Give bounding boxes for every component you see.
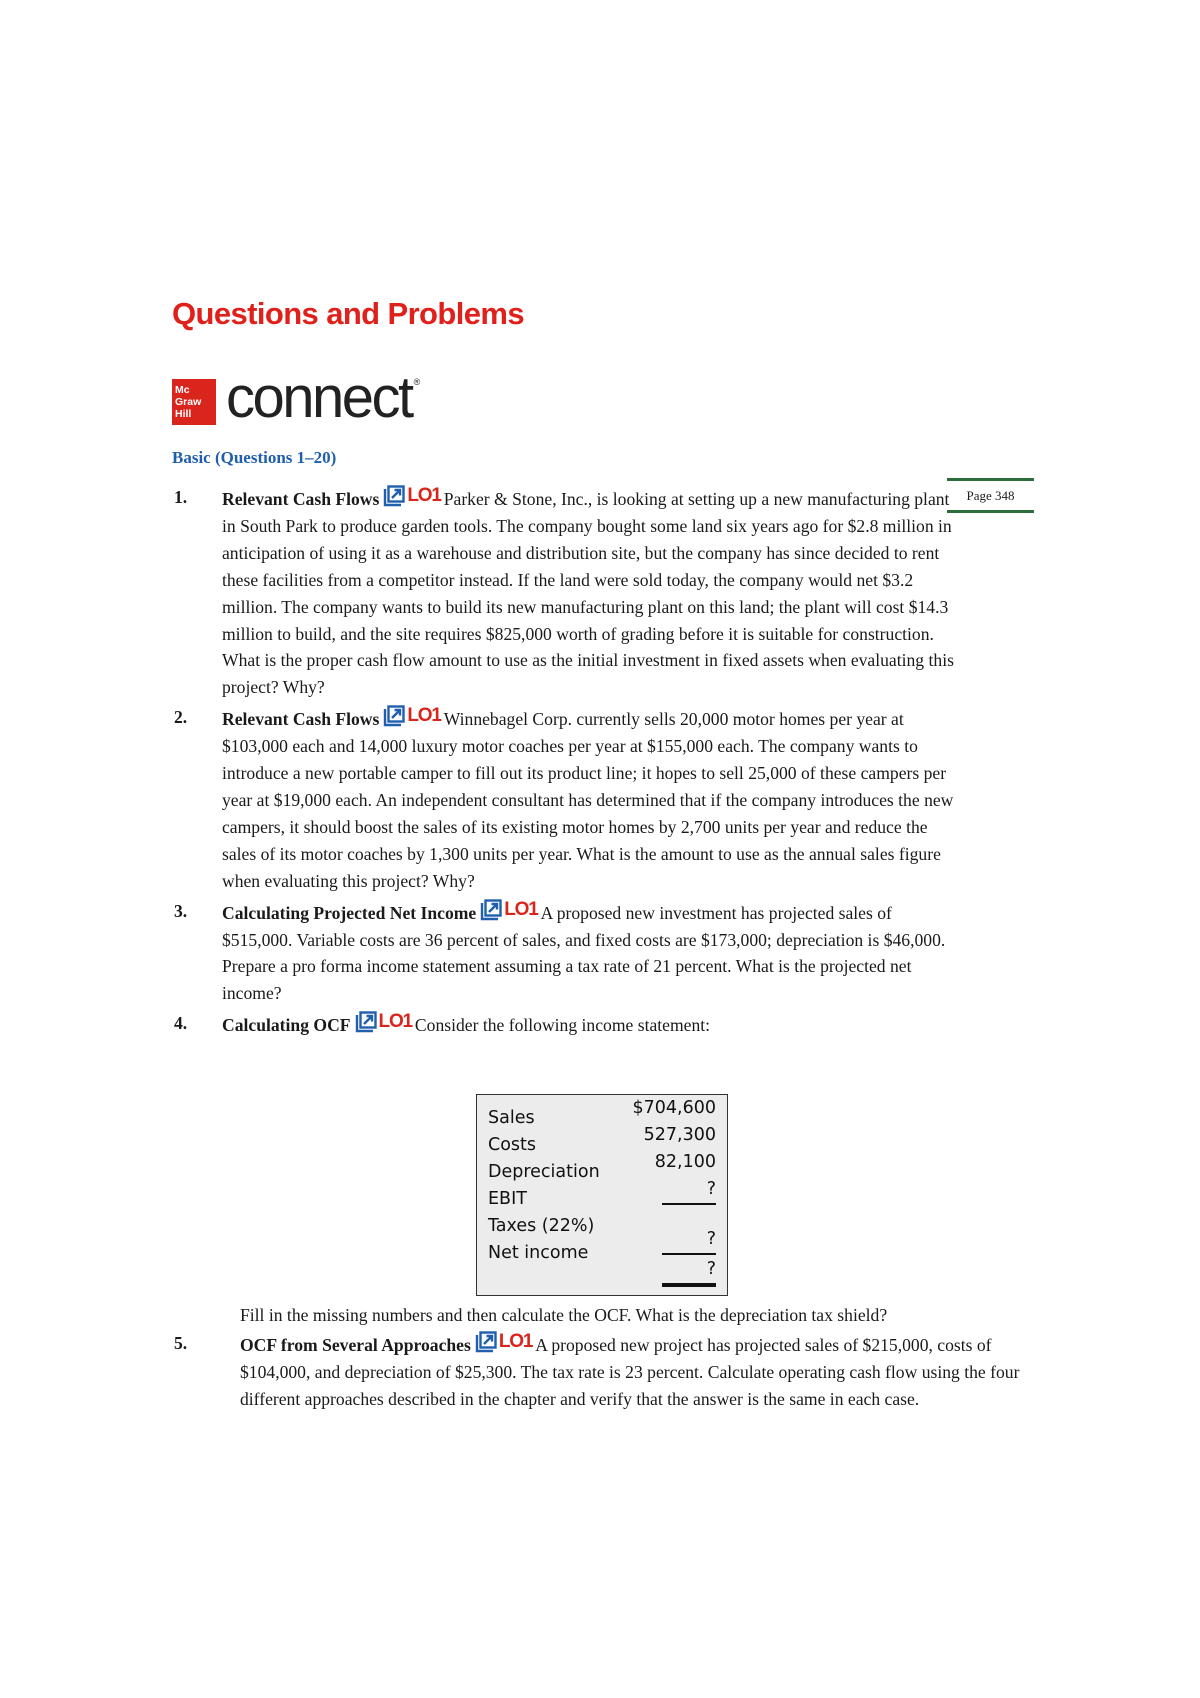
external-link-icon xyxy=(354,1010,378,1034)
income-row-value: ? xyxy=(706,1229,716,1249)
problem-body xyxy=(222,704,962,894)
external-link-icon xyxy=(382,484,406,508)
problem-body xyxy=(222,1010,962,1039)
logo-line-1: Mc xyxy=(175,384,190,396)
logo-line-2: Graw xyxy=(175,396,202,408)
problem-body xyxy=(222,898,962,1008)
external-link-icon xyxy=(474,1330,498,1354)
learning-objective-badge: LO1 xyxy=(498,1331,533,1352)
problem-title: Calculating OCF xyxy=(222,1015,351,1036)
problem-number: 2. xyxy=(174,707,188,728)
problem-4 xyxy=(0,1010,1200,1039)
problem-text: Winnebagel Corp. currently sells 20,000 motor homes per year at $103,000 each and 14,000 luxury motor coaches per year at $155,000 each. The company wants to introduce a new portable camper to fill out its product line; it hopes to sell 25,000 of these campers per year at $19,000 each. An independent consultant has determined that if the company introduces the new campers, it should boost the sales of its existing motor homes by 2,700 units per year and reduce the sales of its motor coaches by 1,300 units per year. What is the amount to use as the annual sales figure when evaluating this project? Why? xyxy=(222,709,954,891)
problem-number: 3. xyxy=(174,900,188,921)
income-statement-table xyxy=(476,1094,728,1296)
subtotal-rule xyxy=(662,1253,716,1255)
mcgraw-hill-connect-logo xyxy=(172,365,421,430)
problem-number: 5. xyxy=(174,1333,188,1353)
learning-objective-badge: LO1 xyxy=(504,898,538,920)
problem-3 xyxy=(0,898,1200,1008)
problem-number: 4. xyxy=(174,1013,188,1034)
subtotal-rule xyxy=(662,1203,716,1205)
page-marker: Page 348 xyxy=(947,478,1034,513)
income-row-label: EBIT xyxy=(488,1189,527,1209)
learning-objective-badge: LO1 xyxy=(407,485,441,506)
lo1-link[interactable] xyxy=(382,704,440,728)
basic-questions-heading: Basic (Questions 1–20) xyxy=(172,448,337,467)
income-row-label: Net income xyxy=(488,1243,589,1263)
problem-list xyxy=(0,484,1200,1042)
lo1-link[interactable] xyxy=(479,898,537,922)
problem-title: OCF from Several Approaches xyxy=(240,1335,471,1355)
section-title: Questions and Problems xyxy=(172,296,524,331)
income-row-label: Depreciation xyxy=(488,1162,600,1182)
problem-body xyxy=(222,484,962,701)
connect-wordmark: connect xyxy=(226,365,412,430)
learning-objective-badge: LO1 xyxy=(407,705,441,727)
problem-2 xyxy=(0,704,1200,894)
learning-objective-badge: LO1 xyxy=(378,1011,412,1033)
income-row-value: ? xyxy=(706,1259,716,1279)
problem-text: Parker & Stone, Inc., is looking at setting up a new manufacturing plant in South Park to produce garden tools. The company bought some land six years ago for $2.8 million in anticipation of using it as a warehouse and distribution site, but the company has since decided to rent these facilities from a competitor instead. If the land were sold today, the company would net $3.2 million. The company wants to build its new manufacturing plant on this land; the plant will cost $14.3 million to build, and the site requires $825,000 worth of grading before it is suitable for construction. What is the proper cash flow amount to use as the initial investment in fixed assets when evaluating this project? Why? xyxy=(222,489,954,698)
problem-1 xyxy=(0,484,1200,701)
registered-mark: ® xyxy=(413,377,421,387)
mcgraw-hill-logo xyxy=(172,379,216,425)
problem-title: Relevant Cash Flows xyxy=(222,709,380,730)
lo1-link[interactable] xyxy=(474,1330,532,1354)
income-row-label: Sales xyxy=(488,1108,535,1128)
lo1-link[interactable] xyxy=(382,484,440,508)
income-row-value: 82,100 xyxy=(654,1152,716,1172)
external-link-icon xyxy=(382,704,406,728)
income-row-value: 527,300 xyxy=(643,1125,716,1145)
problem-body xyxy=(240,1330,1040,1413)
income-row-label: Taxes (22%) xyxy=(488,1216,595,1236)
total-double-rule xyxy=(662,1283,716,1287)
problem-text: A proposed new investment has projected sales of $515,000. Variable costs are 36 percent of sales, and fixed costs are $173,000; depreciation is $46,000. Prepare a pro forma income statement assuming a tax rate of 21 percent. What is the projected net income? xyxy=(222,902,946,1004)
problem-text: A proposed new project has projected sales of $215,000, costs of $104,000, and depreciation of $25,300. The tax rate is 23 percent. Calculate operating cash flow using the four different approaches described in the chapter and verify that the answer is the same in each case. xyxy=(240,1335,1020,1409)
problem-number: 1. xyxy=(174,487,188,507)
lo1-link[interactable] xyxy=(354,1010,412,1034)
external-link-icon xyxy=(479,898,503,922)
income-row-value: ? xyxy=(706,1179,716,1199)
problem-4-instruction: Fill in the missing numbers and then calculate the OCF. What is the depreciation tax shield? xyxy=(240,1305,888,1325)
problem-title: Relevant Cash Flows xyxy=(222,489,380,509)
problem-title: Calculating Projected Net Income xyxy=(222,902,477,923)
income-row-label: Costs xyxy=(488,1135,537,1155)
logo-line-3: Hill xyxy=(175,408,192,420)
income-row-value: $704,600 xyxy=(632,1098,716,1118)
problem-text: Consider the following income statement: xyxy=(414,1015,711,1036)
problem-5 xyxy=(0,1330,1200,1413)
